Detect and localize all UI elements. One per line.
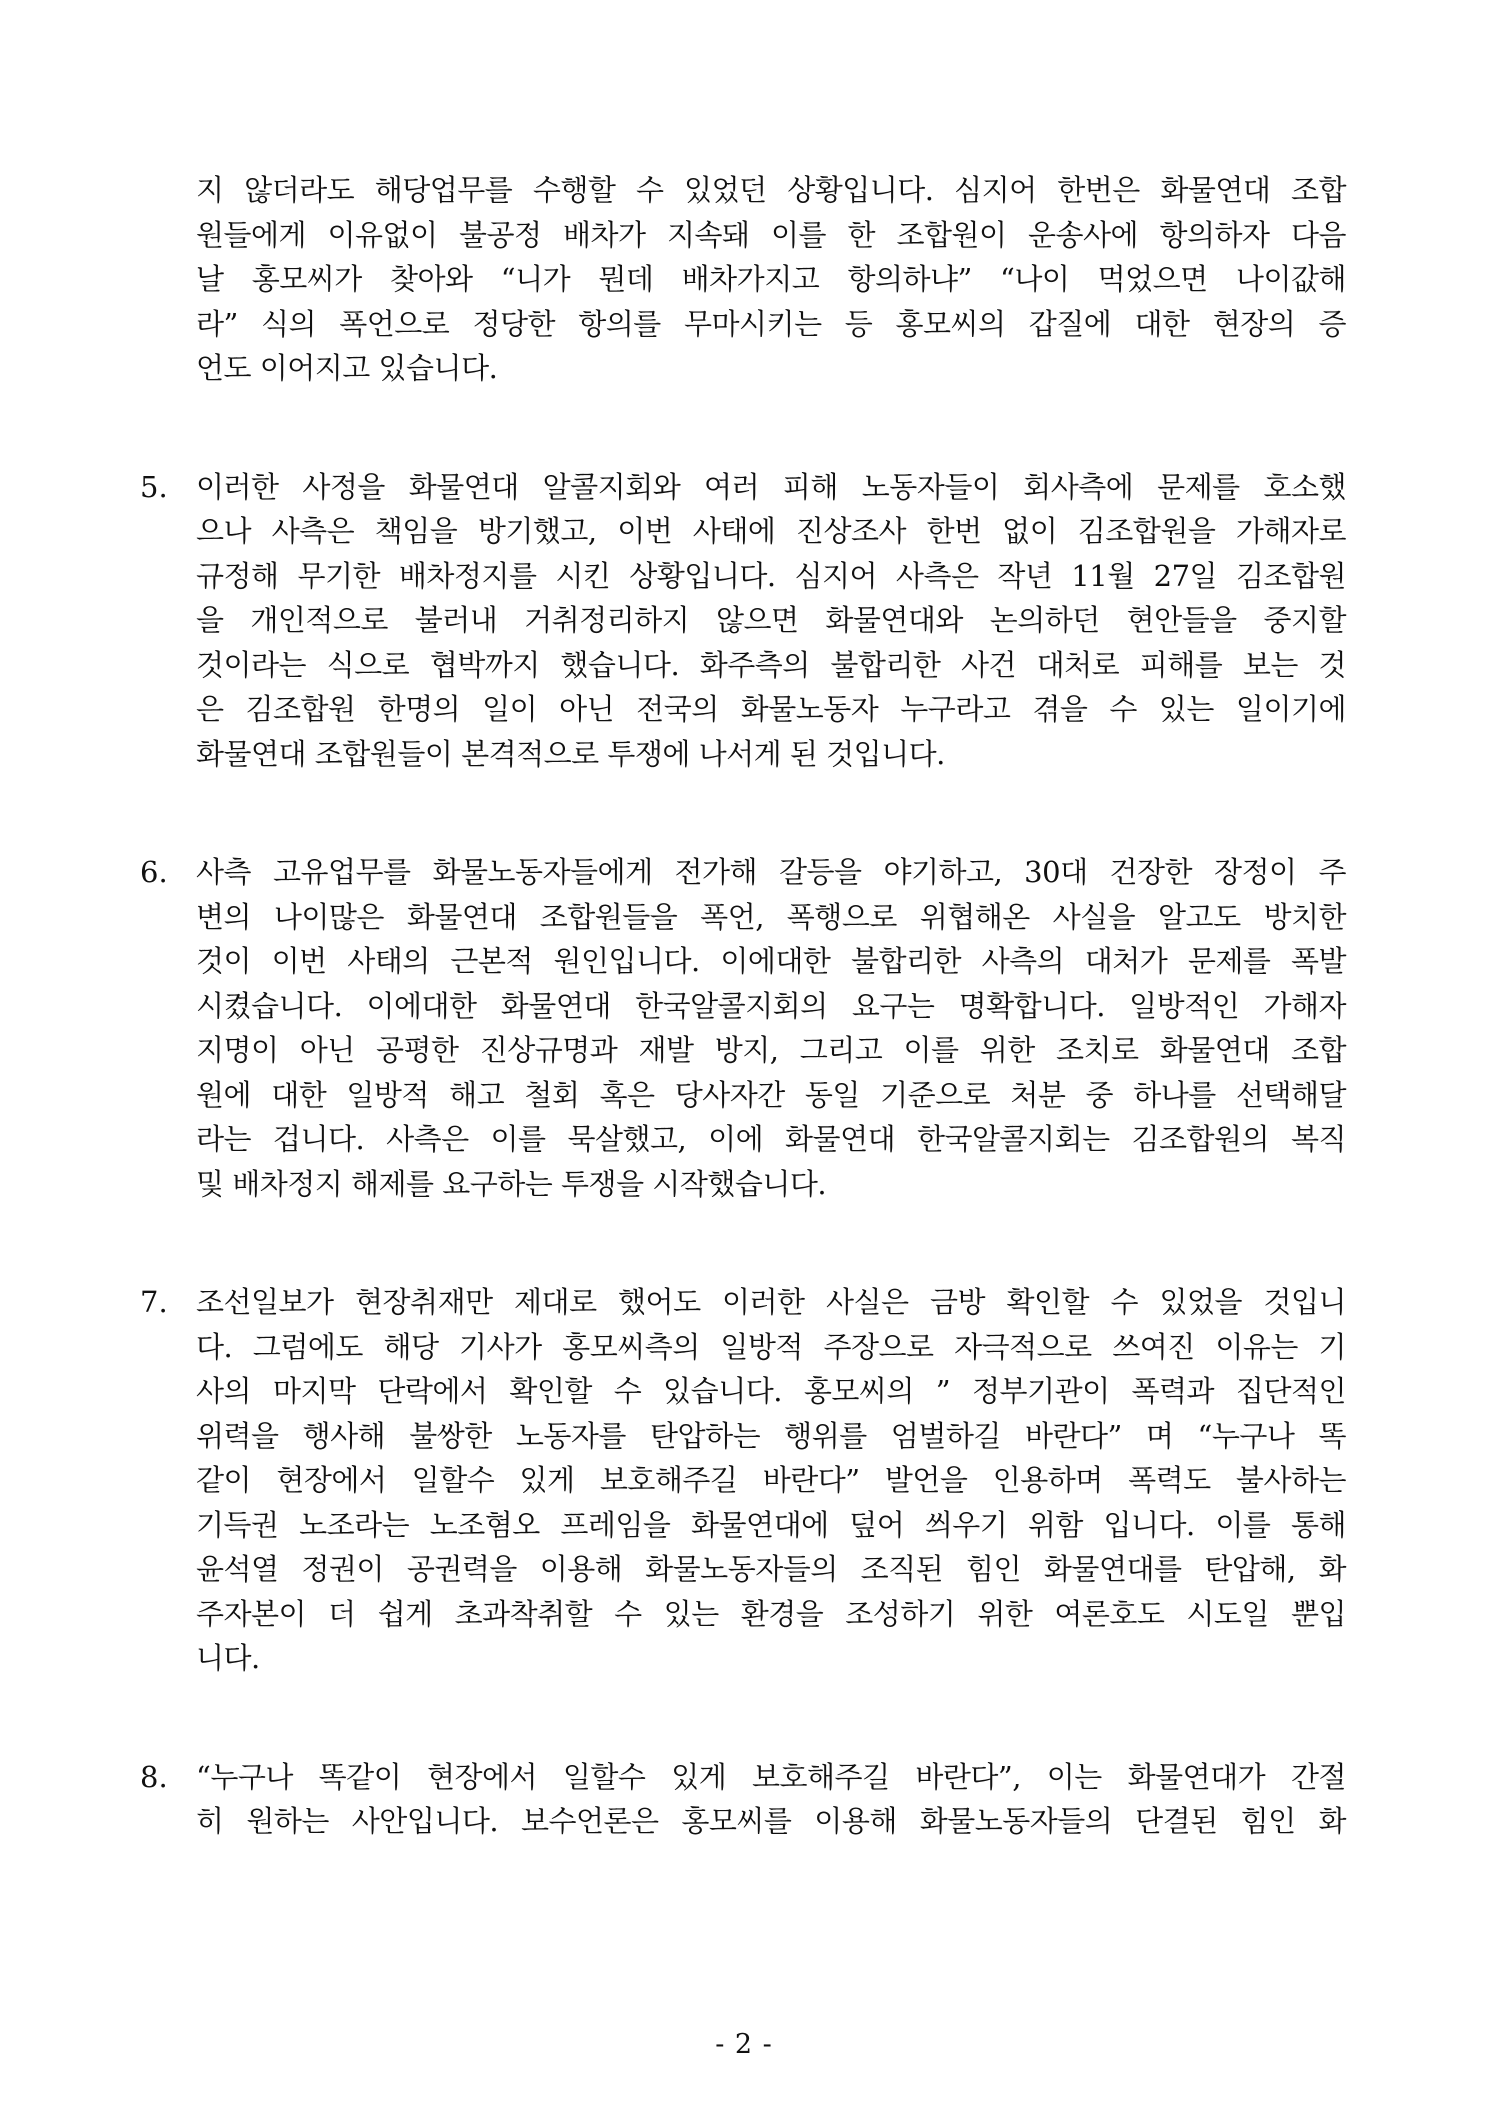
text-line: 은 김조합원 한명의 일이 아닌 전국의 화물노동자 누구라고 겪을 수 있는 일이기에 [196, 692, 1346, 726]
text-line: 지 않더라도 해당업무를 수행할 수 있었던 상황입니다. 심지어 한번은 화물연대 조합 [196, 173, 1346, 207]
text-line: 원에 대한 일방적 해고 철회 혹은 당사자간 동일 기준으로 처분 중 하나를 선택해달 [196, 1077, 1346, 1112]
text-line: 변의 나이많은 화물연대 조합원들을 폭언, 폭행으로 위협해온 사실을 알고도 방치한 [196, 899, 1346, 934]
text-line: 조선일보가 현장취재만 제대로 했어도 이러한 사실은 금방 확인할 수 있었을 것입니 [196, 1285, 1346, 1319]
text-line: 라” 식의 폭언으로 정당한 항의를 무마시키는 등 홍모씨의 갑질에 대한 현장의 증 [196, 306, 1346, 341]
text-line: 이러한 사정을 화물연대 알콜지회와 여러 피해 노동자들이 회사측에 문제를 호소했 [196, 469, 1346, 504]
item-number: 5. [140, 469, 168, 504]
item-number: 8. [140, 1759, 168, 1794]
numbered-item-7 [140, 1280, 1350, 1681]
text-line: 사의 마지막 단락에서 확인할 수 있습니다. 홍모씨의 ” 정부기관이 폭력과 집단적인 [196, 1374, 1346, 1408]
item-number: 6. [140, 855, 168, 889]
text-line: 다. 그럼에도 해당 기사가 홍모씨측의 일방적 주장으로 자극적으로 쓰여진 이유는 기 [196, 1329, 1346, 1364]
continued-paragraph [196, 168, 1346, 391]
text-line: 윤석열 정권이 공권력을 이용해 화물노동자들의 조직된 힘인 화물연대를 탄압해, 화 [196, 1552, 1346, 1586]
text-line: 기득권 노조라는 노조혐오 프레임을 화물연대에 덮어 씌우기 위함 입니다. 이를 통해 [196, 1507, 1346, 1542]
text-line: 으나 사측은 책임을 방기했고, 이번 사태에 진상조사 한번 없이 김조합원을 가해자로 [196, 514, 1346, 548]
text-line: “누구나 똑같이 현장에서 일할수 있게 보호해주길 바란다”, 이는 화물연대가 간절 [196, 1759, 1346, 1794]
text-line: 및 배차정지 해제를 요구하는 투쟁을 시작했습니다. [196, 1166, 827, 1201]
page-number: - 2 - [715, 2029, 773, 2060]
text-line: 화물연대 조합원들이 본격적으로 투쟁에 나서게 된 것입니다. [196, 736, 945, 771]
text-line: 위력을 행사해 불쌍한 노동자를 탄압하는 행위를 엄벌하길 바란다” 며 “누구나 똑 [196, 1418, 1346, 1453]
text-line: 히 원하는 사안입니다. 보수언론은 홍모씨를 이용해 화물노동자들의 단결된 힘인 화 [196, 1804, 1346, 1838]
text-line: 니다. [196, 1641, 260, 1675]
item-body [196, 850, 1346, 1206]
text-line: 지명이 아닌 공평한 진상규명과 재발 방지, 그리고 이를 위한 조치로 화물연대 조합 [196, 1033, 1346, 1067]
numbered-item-6 [140, 850, 1350, 1206]
text-line: 날 홍모씨가 찾아와 “니가 뭔데 배차가지고 항의하냐” “나이 먹었으면 나이값해 [196, 262, 1346, 296]
item-body [196, 1280, 1346, 1681]
text-line: 원들에게 이유없이 불공정 배차가 지속돼 이를 한 조합원이 운송사에 항의하자 다음 [196, 217, 1346, 252]
text-line: 주자본이 더 쉽게 초과착취할 수 있는 환경을 조성하기 위한 여론호도 시도일 뿐입 [196, 1596, 1346, 1631]
item-body [196, 1755, 1346, 1844]
text-line: 것이 이번 사태의 근본적 원인입니다. 이에대한 불합리한 사측의 대처가 문제를 폭발 [196, 944, 1346, 978]
item-body [196, 465, 1346, 777]
item-number: 7. [140, 1285, 168, 1319]
numbered-item-5 [140, 465, 1350, 777]
text-line: 라는 겁니다. 사측은 이를 묵살했고, 이에 화물연대 한국알콜지회는 김조합원의 복직 [196, 1122, 1346, 1156]
document-body [140, 168, 1350, 1844]
text-line: 언도 이어지고 있습니다. [196, 351, 498, 385]
text-line: 같이 현장에서 일할수 있게 보호해주길 바란다” 발언을 인용하며 폭력도 불사하는 [196, 1463, 1346, 1497]
text-line: 을 개인적으로 불러내 거취정리하지 않으면 화물연대와 논의하던 현안들을 중지할 [196, 603, 1346, 637]
text-line: 규정해 무기한 배차정지를 시킨 상황입니다. 심지어 사측은 작년 11월 27일 김조합원 [196, 558, 1346, 593]
text-line: 것이라는 식으로 협박까지 했습니다. 화주측의 불합리한 사건 대처로 피해를 보는 것 [196, 647, 1346, 682]
text-line: 시켰습니다. 이에대한 화물연대 한국알콜지회의 요구는 명확합니다. 일방적인 가해자 [196, 988, 1346, 1023]
text-line: 사측 고유업무를 화물노동자들에게 전가해 갈등을 야기하고, 30대 건장한 장정이 주 [196, 855, 1346, 889]
numbered-item-8 [140, 1755, 1350, 1844]
